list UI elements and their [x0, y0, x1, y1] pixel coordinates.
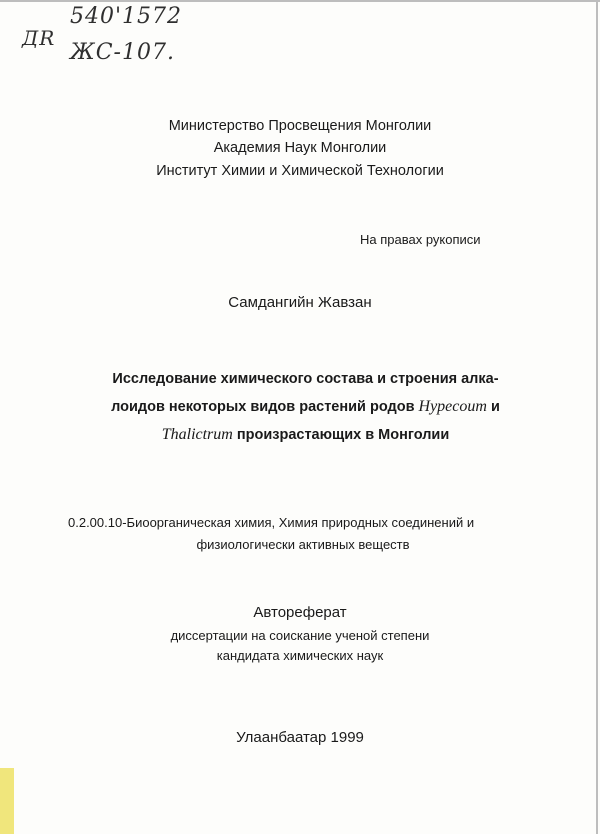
- specialty-line-2: физиологически активных веществ: [196, 537, 410, 552]
- title-line-3: произрастающих в Монголии: [232, 427, 450, 443]
- institution-institute: Институт Химии и Химической Технологии: [156, 163, 444, 179]
- dissertation-title: [78, 366, 533, 449]
- handwritten-mark: ДR: [22, 26, 56, 50]
- abstract-heading: Автореферат: [253, 604, 347, 621]
- abstract-line-2: кандидата химических наук: [216, 648, 384, 663]
- city-year: Улаанбаатар 1999: [236, 729, 364, 746]
- genus-thalictrum: Thalictrum: [161, 426, 233, 443]
- handwritten-shelf-code: ЖС-107.: [70, 40, 175, 65]
- author-name: Самдангийн Жавзан: [228, 294, 372, 311]
- institution-ministry: Министерство Просвещения Монголии: [168, 118, 432, 134]
- handwritten-catalog-number: 540'1572: [70, 4, 183, 29]
- title-line-1: Исследование химического состава и строения алка-: [112, 371, 499, 387]
- specialty-code: [68, 512, 538, 556]
- title-line-2-end: и: [486, 399, 500, 415]
- title-line-2: лоидов некоторых видов растений родов: [111, 399, 419, 415]
- yellow-edge-strip: [0, 768, 14, 834]
- specialty-line-1: 0.2.00.10-Биоорганическая химия, Химия природных соединений и: [68, 515, 475, 530]
- institution-academy: Академия Наук Монголии: [213, 140, 387, 156]
- scan-border-top: [0, 0, 600, 2]
- genus-hypecoum: Hypecoum: [418, 398, 487, 415]
- manuscript-rights-note: На правах рукописи: [360, 232, 481, 247]
- abstract-line-1: диссертации на соискание ученой степени: [170, 628, 430, 643]
